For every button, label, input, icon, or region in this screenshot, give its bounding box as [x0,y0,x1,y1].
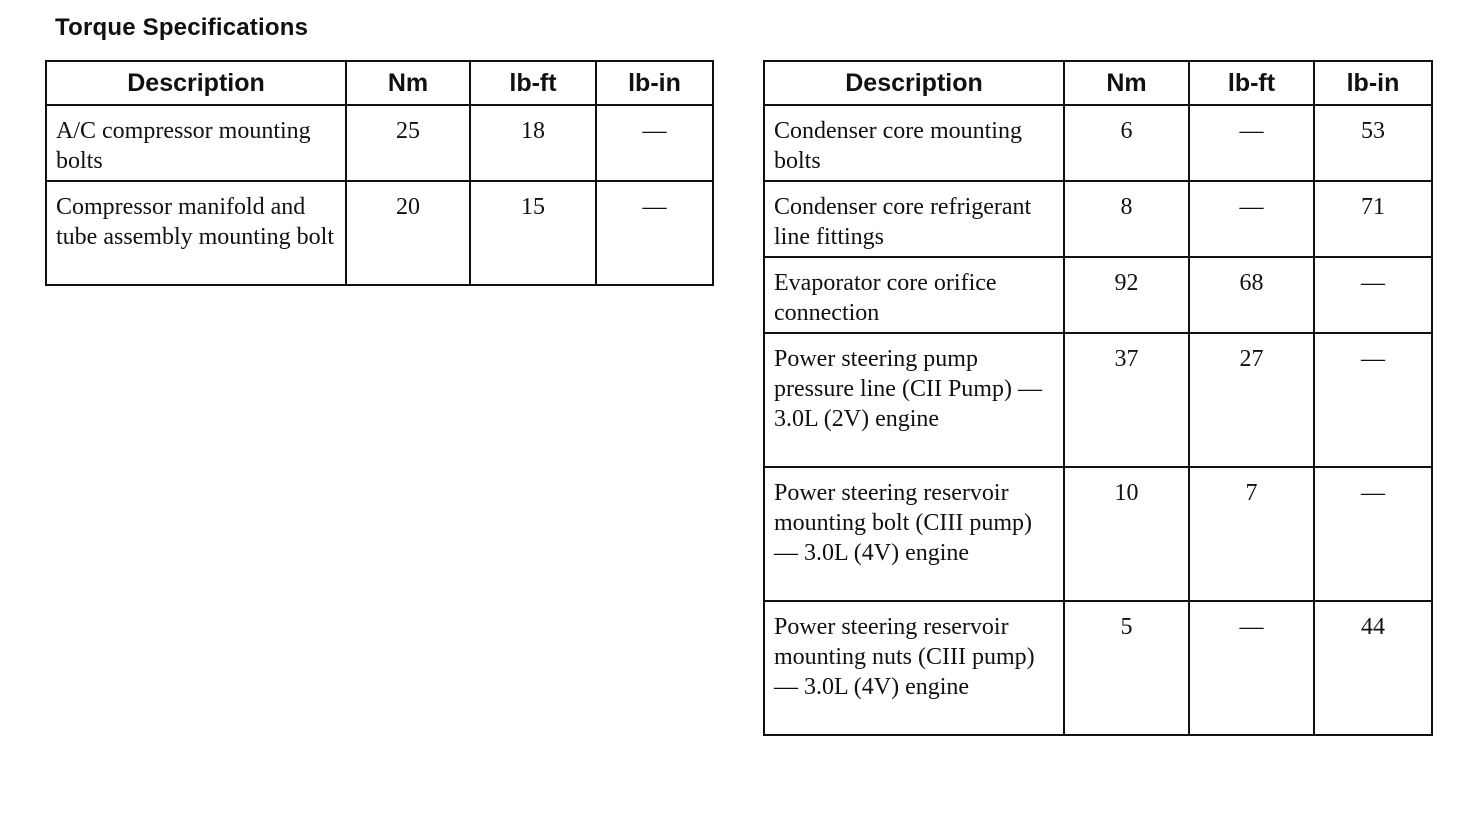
nm-cell: 92 [1064,257,1189,333]
lb-ft-cell: 18 [470,105,596,181]
table-header-row [764,61,1432,105]
nm-cell: 6 [1064,105,1189,181]
lb-in-cell: — [1314,333,1432,467]
column-header-description: Description [764,61,1064,105]
lb-in-cell: 44 [1314,601,1432,735]
table-row [764,257,1432,333]
lb-in-cell: — [1314,467,1432,601]
description-cell: Evaporator core orifice connection [764,257,1064,333]
lb-ft-cell: 7 [1189,467,1314,601]
description-cell: Power steering reservoir mounting nuts (CIII pump) — 3.0L (4V) engine [764,601,1064,735]
table-row [764,467,1432,601]
column-header-nm: Nm [1064,61,1189,105]
description-cell: Compressor manifold and tube assembly mounting bolt [46,181,346,285]
column-header-lb-in: lb-in [596,61,713,105]
table-row [764,333,1432,467]
column-header-nm: Nm [346,61,470,105]
lb-in-cell: 53 [1314,105,1432,181]
description-cell: Condenser core refrigerant line fittings [764,181,1064,257]
lb-in-cell: — [596,181,713,285]
table-header-row [46,61,713,105]
description-cell: Power steering pump pressure line (CII Pump) — 3.0L (2V) engine [764,333,1064,467]
table-row [764,181,1432,257]
description-cell: Power steering reservoir mounting bolt (CIII pump) — 3.0L (4V) engine [764,467,1064,601]
nm-cell: 5 [1064,601,1189,735]
torque-table-left [45,60,714,286]
description-cell: Condenser core mounting bolts [764,105,1064,181]
column-header-lb-ft: lb-ft [470,61,596,105]
table-row [46,181,713,285]
nm-cell: 10 [1064,467,1189,601]
lb-ft-cell: 68 [1189,257,1314,333]
table-row [764,601,1432,735]
torque-table-right [763,60,1433,736]
nm-cell: 20 [346,181,470,285]
lb-in-cell: — [1314,257,1432,333]
lb-ft-cell: — [1189,601,1314,735]
lb-ft-cell: — [1189,181,1314,257]
page-title: Torque Specifications [55,14,309,41]
table-row [46,105,713,181]
nm-cell: 8 [1064,181,1189,257]
lb-in-cell: — [596,105,713,181]
column-header-lb-in: lb-in [1314,61,1432,105]
nm-cell: 25 [346,105,470,181]
lb-ft-cell: 15 [470,181,596,285]
nm-cell: 37 [1064,333,1189,467]
column-header-description: Description [46,61,346,105]
column-header-lb-ft: lb-ft [1189,61,1314,105]
table-row [764,105,1432,181]
lb-in-cell: 71 [1314,181,1432,257]
lb-ft-cell: — [1189,105,1314,181]
description-cell: A/C compressor mounting bolts [46,105,346,181]
lb-ft-cell: 27 [1189,333,1314,467]
